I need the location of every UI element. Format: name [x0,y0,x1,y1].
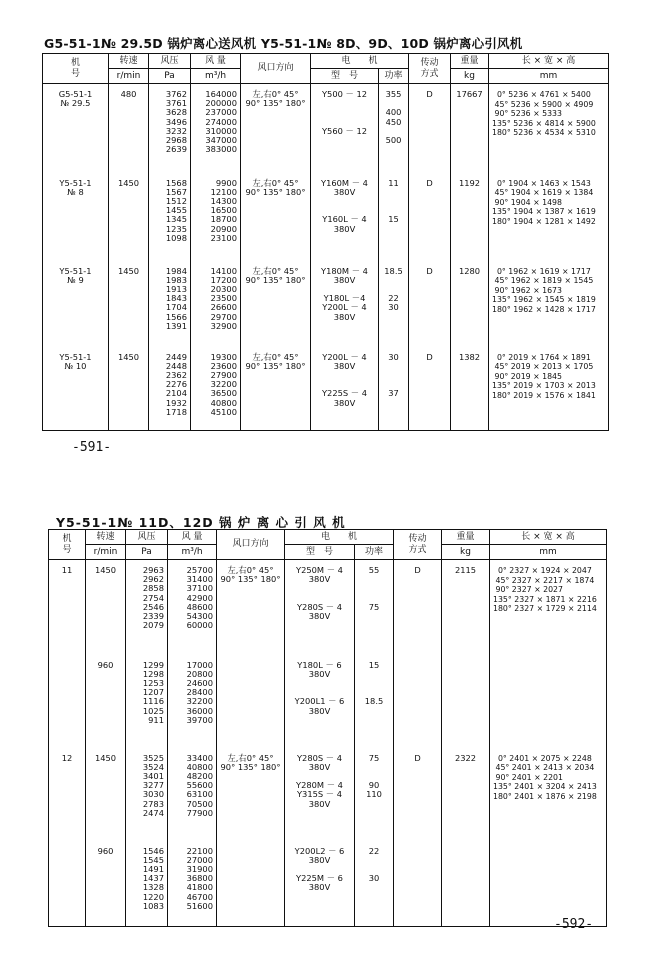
col-header-flow: 风 量 [168,530,217,545]
weight-cell: 2115 [442,560,490,653]
drive-cell: D [409,259,451,345]
outlet-direction-cell [217,653,285,746]
col-unit-speed: r/min [109,69,149,84]
col-unit-speed: r/min [86,545,126,560]
outlet-direction-cell: 左,右0° 45° 90° 135° 180° [217,560,285,653]
speed-cell: 1450 [109,259,149,345]
col-header-drive: 传动 方式 [394,530,442,560]
dimensions-cell: 0° 2327 × 1924 × 2047 45° 2327 × 2217 × 1874 90° 2327 × 2027 135° 2327 × 1871 × 2216 180° 2327 × 1729 × 2114 [490,560,607,653]
drive-cell [394,653,442,746]
weight-cell: 2322 [442,746,490,839]
motor-type-cell: Y180M － 4 380V Y180L －4 Y200L － 4 380V [311,259,379,345]
col-header-pressure: 风压 [149,54,191,69]
dimensions-cell [490,839,607,927]
col-header-motor: 电 机 [285,530,394,545]
weight-cell: 1192 [451,171,489,259]
table-row [49,839,607,927]
motor-type-cell: Y200L2 － 6 380V Y225M － 6 380V [285,839,355,927]
speed-cell: 1450 [86,746,126,839]
power-cell: 11 15 [379,171,409,259]
model-cell [49,839,86,927]
col-header-outlet: 风口方向 [241,54,311,84]
power-cell: 30 37 [379,345,409,431]
dimensions-cell [490,653,607,746]
col-header-dims: 长 × 宽 × 高 [490,530,607,545]
table-row [43,84,609,171]
flow-cell: 164000 200000 237000 274000 310000 347000 383000 [191,84,241,171]
motor-type-cell: Y160M － 4 380V Y160L － 4 380V [311,171,379,259]
pressure-cell: 2963 2962 2858 2754 2546 2339 2079 [126,560,168,653]
power-cell: 15 18.5 [355,653,394,746]
table-row [43,345,609,431]
drive-cell: D [409,345,451,431]
col-header-motor: 电 机 [311,54,409,69]
dimensions-cell: 0° 1904 × 1463 × 1543 45° 1904 × 1619 × 1384 90° 1904 × 1498 135° 1904 × 1387 × 1619 180° 1904 × 1281 × 1492 [489,171,609,259]
col-unit-pressure: Pa [149,69,191,84]
col-header-weight: 重量 [442,530,490,545]
speed-cell: 1450 [86,560,126,653]
speed-cell: 960 [86,653,126,746]
dimensions-cell: 0° 1962 × 1619 × 1717 45° 1962 × 1819 × 1545 90° 1962 × 1673 135° 1962 × 1545 × 1819 180° 1962 × 1428 × 1717 [489,259,609,345]
speed-cell: 480 [109,84,149,171]
power-cell: 22 30 [355,839,394,927]
col-unit-dims: mm [490,545,607,560]
pressure-cell: 1299 1298 1253 1207 1116 1025 911 [126,653,168,746]
drive-cell: D [394,560,442,653]
col-header-weight: 重量 [451,54,489,69]
flow-cell: 33400 40800 48200 55600 63100 70500 77900 [168,746,217,839]
col-header-speed: 转速 [86,530,126,545]
model-cell: G5-51-1 № 29.5 [43,84,109,171]
page-number-591: -591- [72,440,112,455]
col-header-dims: 长 × 宽 × 高 [489,54,609,69]
motor-type-cell: Y280S － 4 380V Y280M － 4 Y315S － 4 380V [285,746,355,839]
flow-cell: 25700 31400 37100 42900 48600 54300 60000 [168,560,217,653]
model-cell: 12 [49,746,86,839]
col-header-outlet: 风口方向 [217,530,285,560]
table-row [43,171,609,259]
table-1-title: G5-51-1№ 29.5D 锅炉离心送风机 Y5-51-1№ 8D、9D、10D 锅炉离心引风机 [44,36,523,51]
col-unit-weight: kg [451,69,489,84]
flow-cell: 22100 27000 31900 36800 41800 46700 51600 [168,839,217,927]
power-cell: 18.5 22 30 [379,259,409,345]
power-cell: 75 90 110 [355,746,394,839]
outlet-direction-cell: 左,右0° 45° 90° 135° 180° [241,259,311,345]
col-header-drive: 传动 方式 [409,54,451,84]
flow-cell: 9900 12100 14300 16500 18700 20900 23100 [191,171,241,259]
motor-type-cell: Y250M － 4 380V Y280S － 4 380V [285,560,355,653]
col-header-motor-type: 型 号 [311,69,379,84]
col-unit-weight: kg [442,545,490,560]
flow-cell: 17000 20800 24600 28400 32200 36000 39700 [168,653,217,746]
table-row [49,560,607,653]
drive-cell: D [394,746,442,839]
col-unit-pressure: Pa [126,545,168,560]
col-header-model: 机 号 [43,54,109,84]
model-cell: Y5-51-1 № 8 [43,171,109,259]
model-cell: Y5-51-1 № 9 [43,259,109,345]
outlet-direction-cell: 左,右0° 45° 90° 135° 180° [241,171,311,259]
outlet-direction-cell: 左,右0° 45° 90° 135° 180° [217,746,285,839]
col-header-power: 功率 [379,69,409,84]
col-header-speed: 转速 [109,54,149,69]
pressure-cell: 3525 3524 3401 3277 3030 2783 2474 [126,746,168,839]
pressure-cell: 2449 2448 2362 2276 2104 1932 1718 [149,345,191,431]
table-2-title: Y5-51-1№ 11D、12D 锅 炉 离 心 引 风 机 [56,515,346,530]
drive-cell [394,839,442,927]
col-unit-flow: m³/h [168,545,217,560]
pressure-cell: 1546 1545 1491 1437 1328 1220 1083 [126,839,168,927]
fan-spec-table-1 [42,53,609,431]
speed-cell: 1450 [109,345,149,431]
dimensions-cell: 0° 2019 × 1764 × 1891 45° 2019 × 2013 × 1705 90° 2019 × 1845 135° 2019 × 1703 × 2013 180° 2019 × 1576 × 1841 [489,345,609,431]
pressure-cell: 1984 1983 1913 1843 1704 1566 1391 [149,259,191,345]
col-header-model: 机 号 [49,530,86,560]
col-header-flow: 风 量 [191,54,241,69]
dimensions-cell: 0° 2401 × 2075 × 2248 45° 2401 × 2413 × 2034 90° 2401 × 2201 135° 2401 × 3204 × 2413 180° 2401 × 1876 × 2198 [490,746,607,839]
dimensions-cell: 0° 5236 × 4761 × 5400 45° 5236 × 5900 × 4909 90° 5236 × 5333 135° 5236 × 4814 × 5900 180° 5236 × 4534 × 5310 [489,84,609,171]
speed-cell: 960 [86,839,126,927]
outlet-direction-cell [217,839,285,927]
weight-cell: 17667 [451,84,489,171]
pressure-cell: 1568 1567 1512 1455 1345 1235 1098 [149,171,191,259]
motor-type-cell: Y200L － 4 380V Y225S － 4 380V [311,345,379,431]
motor-type-cell: Y500 － 12 Y560 － 12 [311,84,379,171]
drive-cell: D [409,84,451,171]
col-header-pressure: 风压 [126,530,168,545]
outlet-direction-cell: 左,右0° 45° 90° 135° 180° [241,84,311,171]
weight-cell [442,653,490,746]
model-cell: 11 [49,560,86,653]
col-unit-dims: mm [489,69,609,84]
flow-cell: 14100 17200 20300 23500 26600 29700 32900 [191,259,241,345]
speed-cell: 1450 [109,171,149,259]
fan-spec-table-2 [48,529,607,927]
power-cell: 355 400 450 500 [379,84,409,171]
col-header-motor-type: 型 号 [285,545,355,560]
model-cell: Y5-51-1 № 10 [43,345,109,431]
motor-type-cell: Y180L － 6 380V Y200L1 － 6 380V [285,653,355,746]
pressure-cell: 3762 3761 3628 3496 3232 2968 2639 [149,84,191,171]
table-row [43,259,609,345]
flow-cell: 19300 23600 27900 32200 36500 40800 45100 [191,345,241,431]
table-row [49,653,607,746]
drive-cell: D [409,171,451,259]
weight-cell [442,839,490,927]
outlet-direction-cell: 左,右0° 45° 90° 135° 180° [241,345,311,431]
weight-cell: 1280 [451,259,489,345]
page-number-592: -592- [554,917,594,932]
col-unit-flow: m³/h [191,69,241,84]
model-cell [49,653,86,746]
power-cell: 55 75 [355,560,394,653]
weight-cell: 1382 [451,345,489,431]
table-row [49,746,607,839]
col-header-power: 功率 [355,545,394,560]
